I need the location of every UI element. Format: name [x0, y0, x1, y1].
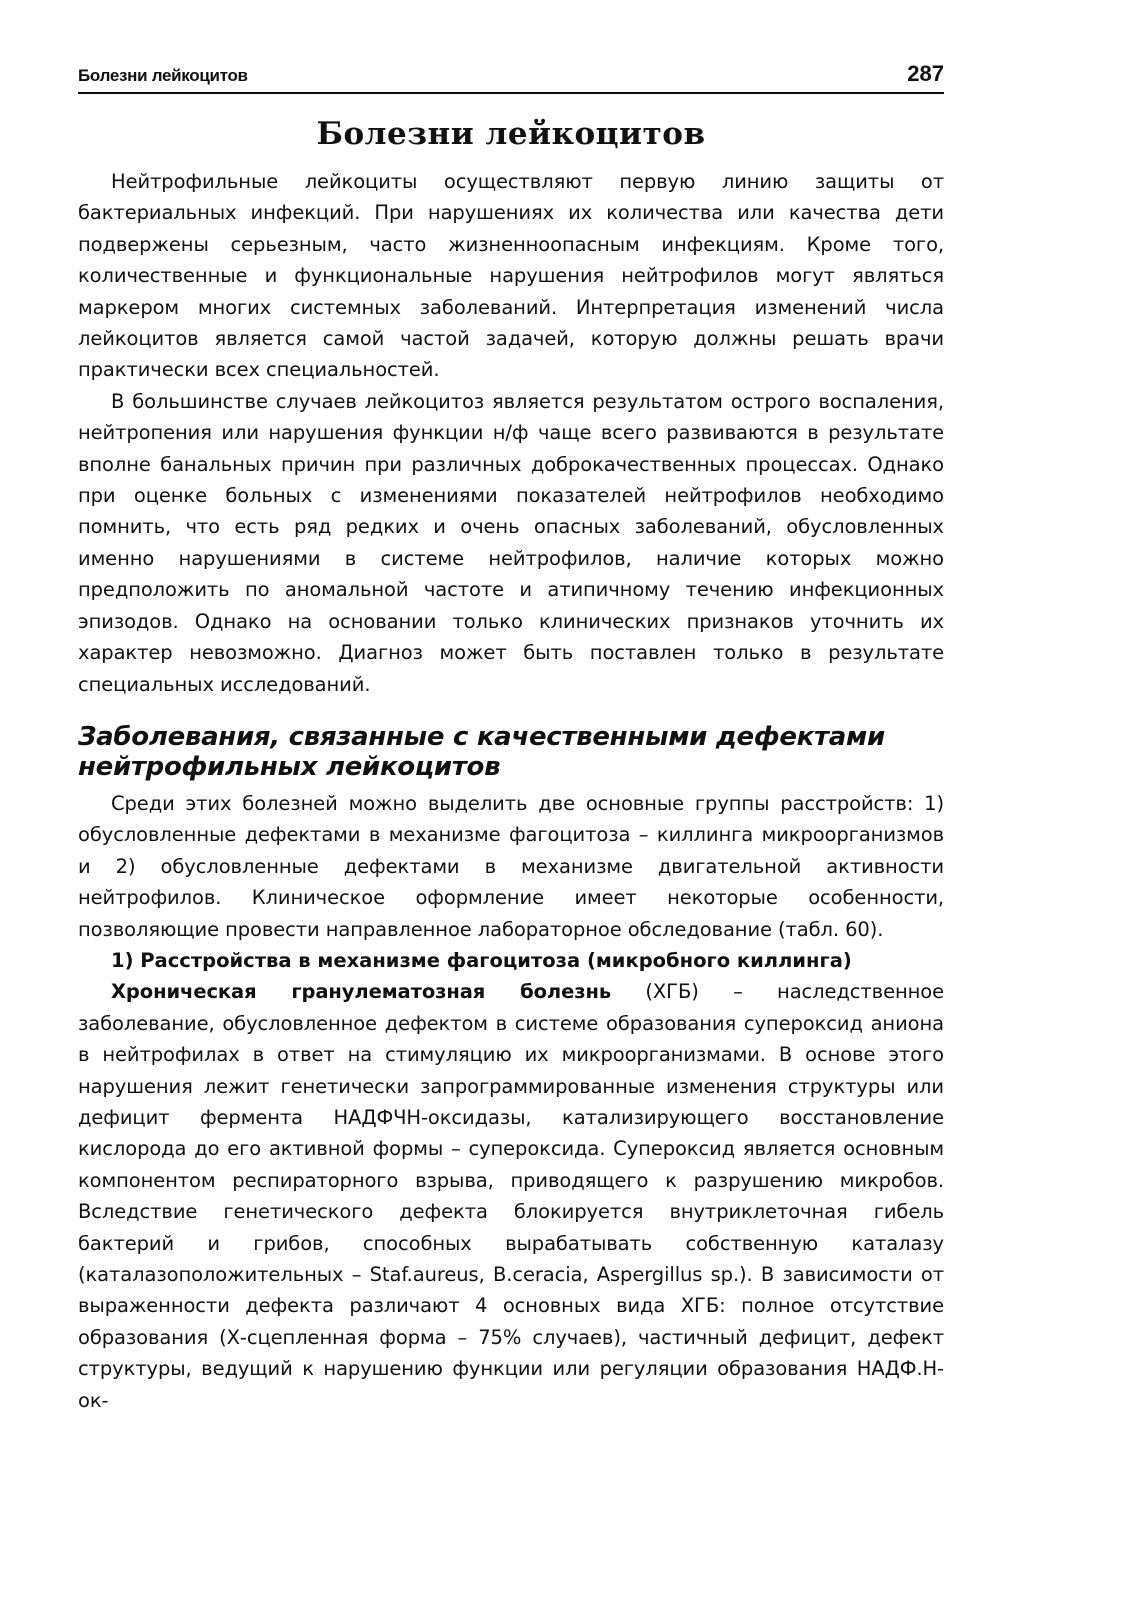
book-page [78, 48, 944, 1416]
cgd-paragraph [78, 976, 944, 1416]
cgd-text: (ХГБ) – наследственное заболевание, обусловленное дефектом в системе образования супероксид аниона в нейтрофилах в ответ на стимуляцию их микроорганизмами. В основе этого нарушения лежит генетически запрограммированные изменения структуры или дефицит фермента НАДФЧН-оксидазы, катализирующего восстановление кислорода до его активной формы – супероксида. Супероксид является основным компонентом респираторного взрыва, приводящего к разрушению микробов. Вследствие генетического дефекта блокируется внутриклеточная гибель бактерий и грибов, способных вырабатывать собственную каталазу (каталазоположительных – Staf.aureus, B.ceracia, Aspergillus sp.). В зависимости от выраженности дефекта различают 4 основных вида ХГБ: полное отсутствие образования (Х-сцепленная форма – 75% случаев), частичный дефицит, дефект структуры, ведущий к нарушению функции или регуляции образования НАДФ.Н-ок- [78, 980, 945, 1412]
intro-paragraph-1: Нейтрофильные лейкоциты осуществляют первую линию защиты от бактериальных инфекций. При нарушениях их количества или качества дети подвержены серьезным, часто жизненноопасным инфекциям. Кроме того, количественные и функциональные нарушения нейтрофилов могут являться маркером многих системных заболеваний. Интерпретация изменений числа лейкоцитов является самой частой задачей, которую должны решать врачи практически всех специальностей. [78, 170, 944, 382]
cgd-term: Хроническая гранулематозная болезнь [111, 980, 612, 1004]
chapter-title: Болезни лейкоцитов [316, 116, 706, 152]
section-paragraph: Среди этих болезней можно выделить две основные группы расстройств: 1) обусловленные дефектами в механизме фагоцитоза – киллинга микроорганизмов и 2) обусловленные дефектами в механизме двигательной активности нейтрофилов. Клиническое оформление имеет некоторые особенности, позволяющие провести направленное лабораторное обследование (табл. 60). [78, 791, 944, 941]
intro-paragraph-2: В большинстве случаев лейкоцитоз является результатом острого воспаления, нейтропения или нарушения функции н/ф чаще всего развиваются в результате вполне банальных причин при различных доброкачественных процессах. Однако при оценке больных с изменениями показателей нейтрофилов необходимо помнить, что есть ряд редких и очень опасных заболеваний, обусловленных именно нарушениями в системе нейтрофилов, наличие которых можно предположить по аномальной частоте и атипичному течению инфекционных эпизодов. Однако на основании только клинических признаков уточнить их характер невозможно. Диагноз может быть поставлен только в результате специальных исследований. [78, 389, 944, 696]
running-head [78, 48, 944, 94]
page-number: 287 [907, 61, 944, 86]
running-title: Болезни лейкоцитов [78, 66, 248, 85]
subsection-heading: 1) Расстройства в механизме фагоцитоза (микробного киллинга) [111, 948, 852, 972]
section-heading: Заболевания, связанные с качественными дефектами нейтрофильных лейкоцитов [78, 721, 885, 782]
